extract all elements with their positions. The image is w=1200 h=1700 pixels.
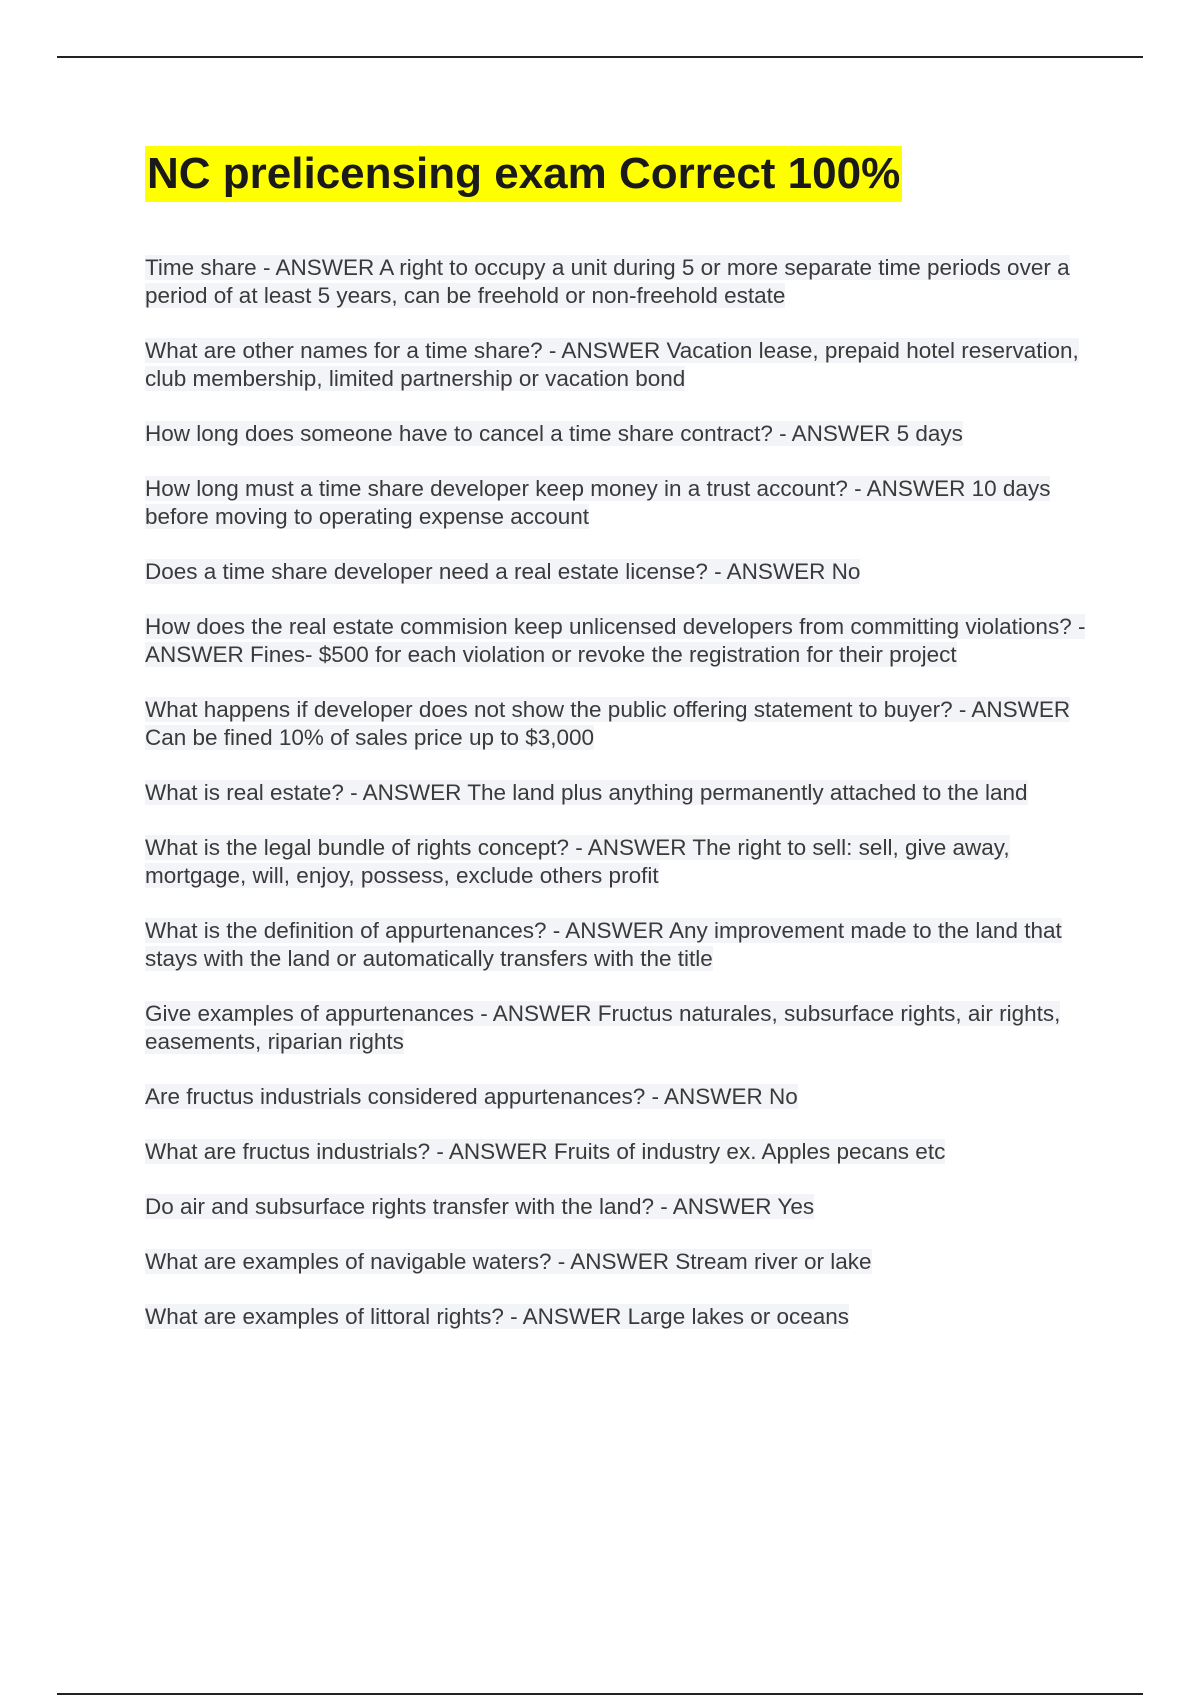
qa-item [145, 1138, 1095, 1166]
qa-item [145, 420, 1095, 448]
qa-item [145, 1083, 1095, 1111]
qa-item [145, 254, 1095, 310]
qa-text: Does a time share developer need a real estate license? - ANSWER No [145, 559, 861, 584]
qa-text: What are examples of littoral rights? - ANSWER Large lakes or oceans [145, 1304, 850, 1329]
qa-text: What are examples of navigable waters? - ANSWER Stream river or lake [145, 1249, 872, 1274]
qa-text: Time share - ANSWER A right to occupy a unit during 5 or more separate time periods over a period of at least 5 years, can be freehold or non-freehold estate [145, 255, 1070, 308]
qa-item [145, 337, 1095, 393]
page-top-rule [57, 56, 1143, 58]
qa-item [145, 696, 1095, 752]
qa-item [145, 558, 1095, 586]
qa-item [145, 779, 1095, 807]
document-title: NC prelicensing exam Correct 100% [145, 146, 902, 202]
page-bottom-rule [57, 1693, 1143, 1695]
qa-text: How does the real estate commision keep unlicensed developers from committing violations? - ANSWER Fines- $500 for each violation or revoke the registration for their project [145, 614, 1086, 667]
qa-text: What is real estate? - ANSWER The land plus anything permanently attached to the land [145, 780, 1028, 805]
qa-item [145, 475, 1095, 531]
qa-text: How long does someone have to cancel a time share contract? - ANSWER 5 days [145, 421, 963, 446]
qa-text: How long must a time share developer keep money in a trust account? - ANSWER 10 days before moving to operating expense account [145, 476, 1051, 529]
qa-item [145, 1193, 1095, 1221]
qa-item [145, 834, 1095, 890]
qa-text: Do air and subsurface rights transfer with the land? - ANSWER Yes [145, 1194, 815, 1219]
qa-text: What are fructus industrials? - ANSWER Fruits of industry ex. Apples pecans etc [145, 1139, 946, 1164]
qa-text: Are fructus industrials considered appurtenances? - ANSWER No [145, 1084, 798, 1109]
document-body [145, 146, 1095, 1358]
qa-list [145, 254, 1095, 1331]
qa-item [145, 1303, 1095, 1331]
qa-text: What are other names for a time share? - ANSWER Vacation lease, prepaid hotel reservation, club membership, limited partnership or vacation bond [145, 338, 1079, 391]
qa-text: What is the legal bundle of rights concept? - ANSWER The right to sell: sell, give away, mortgage, will, enjoy, possess, exclude others profit [145, 835, 1010, 888]
qa-item [145, 917, 1095, 973]
qa-text: What is the definition of appurtenances? - ANSWER Any improvement made to the land that stays with the land or automatically transfers with the title [145, 918, 1062, 971]
qa-text: Give examples of appurtenances - ANSWER Fructus naturales, subsurface rights, air rights, easements, riparian rights [145, 1001, 1061, 1054]
qa-item [145, 613, 1095, 669]
qa-item [145, 1000, 1095, 1056]
qa-item [145, 1248, 1095, 1276]
qa-text: What happens if developer does not show the public offering statement to buyer? - ANSWER Can be fined 10% of sales price up to $3,000 [145, 697, 1071, 750]
